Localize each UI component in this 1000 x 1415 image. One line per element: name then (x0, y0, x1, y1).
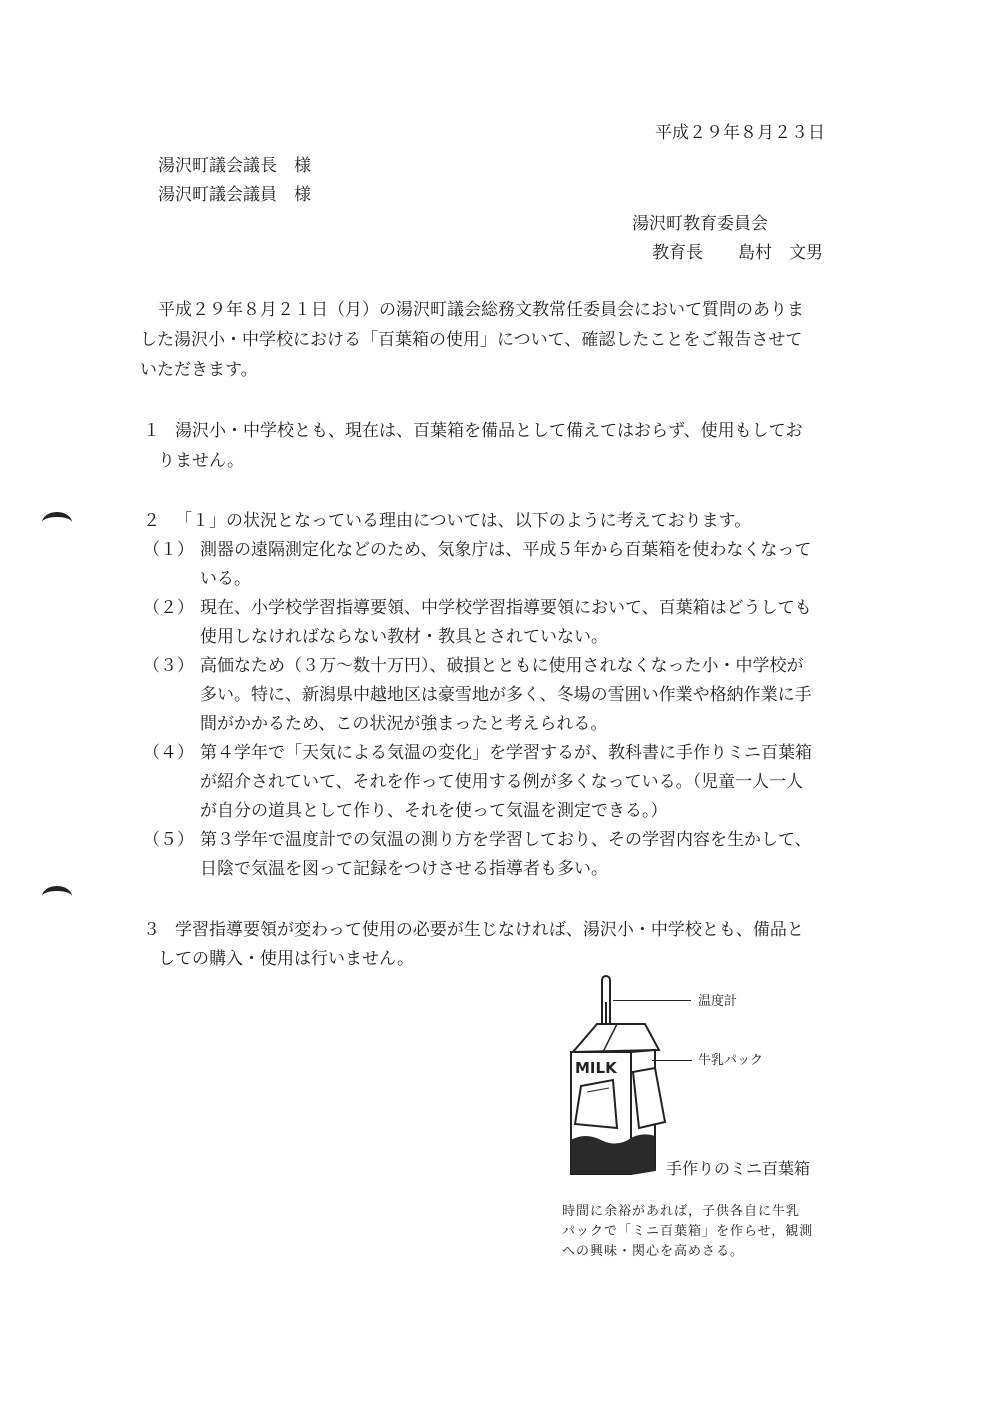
intro-line: した湯沢小・中学校における「百葉箱の使用」について、確認したことをご報告させて (140, 330, 803, 350)
list-item-number: （３） (143, 656, 194, 676)
section-3-line: 学習指導要領が変わって使用の必要が生じなければ、湯沢小・中学校とも、備品と (175, 920, 804, 940)
thermometer-leader-line (613, 1000, 691, 1001)
list-item-line: いる。 (200, 569, 251, 589)
list-item-line: 第３学年で温度計での気温の測り方を学習しており、その学習内容を生かして、 (200, 830, 812, 850)
milk-pack-leader-line (652, 1060, 692, 1061)
list-item-line: 現在、小学校学習指導要領、中学校学習指導要領において、百葉箱はどうしても (200, 598, 812, 618)
list-item-line: 測器の遠隔測定化などのため、気象庁は、平成５年から百葉箱を使わなくなって (200, 540, 812, 560)
list-item-line: 使用しなければならない教材・教具とされていない。 (200, 627, 608, 647)
list-item-line: 第４学年で「天気による気温の変化」を学習するが、教科書に手作りミニ百葉箱 (200, 743, 812, 763)
punch-hole-mark (42, 512, 72, 533)
figure-note (562, 1202, 813, 1262)
addressee-members: 湯沢町議会議員 様 (158, 185, 311, 205)
document-date: 平成２９年８月２３日 (655, 123, 825, 143)
sender-name: 島村 文男 (738, 243, 823, 263)
section-1-line: 湯沢小・中学校とも、現在は、百葉箱を備品として備えてはおらず、使用もしてお (175, 421, 803, 441)
list-item-line: 高価なため（３万～数十万円）、破損とともに使用されなくなった小・中学校が (200, 656, 804, 676)
thermometer-label: 温度計 (698, 994, 738, 1009)
list-item-line: 日陰で気温を図って記録をつけさせる指導者も多い。 (200, 859, 608, 879)
section-1-line: りません。 (158, 451, 245, 471)
addressee-chair: 湯沢町議会議長 様 (158, 156, 311, 176)
section-1-number: １ (143, 421, 160, 441)
list-item-line: 多い。特に、新潟県中越地区は豪雪地が多く、冬場の雪囲い作業や格納作業に手 (200, 685, 812, 705)
section-3-number: ３ (143, 920, 160, 940)
list-item-line: が自分の道具として作り、それを使って気温を測定できる。） (200, 801, 668, 821)
figure-note-line: パックで「ミニ百葉箱」を作らせ，観測 (562, 1224, 814, 1239)
section-3-line: しての購入・使用は行いません。 (158, 949, 415, 969)
figure-note-line: への興味・関心を高めさる。 (562, 1244, 745, 1259)
milk-label-text: MILK (575, 1059, 617, 1077)
list-item-line: が紹介されていて、それを作って使用する例が多くなっている。（児童一人一人 (200, 772, 804, 792)
section-2-heading: 「１」の状況となっている理由については、以下のように考えております。 (175, 511, 752, 531)
intro-line: 平成２９年８月２１日（月）の湯沢町議会総務文教常任委員会において質問のありま (158, 300, 804, 320)
punch-hole-mark (42, 886, 72, 907)
list-item-number: （２） (143, 598, 194, 618)
list-item-line: 間がかかるため、この状況が強まったと考えられる。 (200, 714, 608, 734)
milk-pack-label: 牛乳パック (698, 1053, 764, 1068)
list-item-number: （５） (143, 830, 194, 850)
section-2-number: ２ (143, 511, 160, 531)
mini-weather-box-illustration (555, 972, 705, 1187)
figure-title: 手作りのミニ百葉箱 (666, 1159, 811, 1178)
sender-organization: 湯沢町教育委員会 (632, 214, 768, 234)
sender-title: 教育長 (652, 243, 703, 263)
list-item-number: （４） (143, 743, 194, 763)
intro-line: いただきます。 (140, 360, 258, 380)
figure-note-line: 時間に余裕があれば，子供各自に牛乳 (562, 1204, 801, 1219)
list-item-number: （１） (143, 540, 194, 560)
